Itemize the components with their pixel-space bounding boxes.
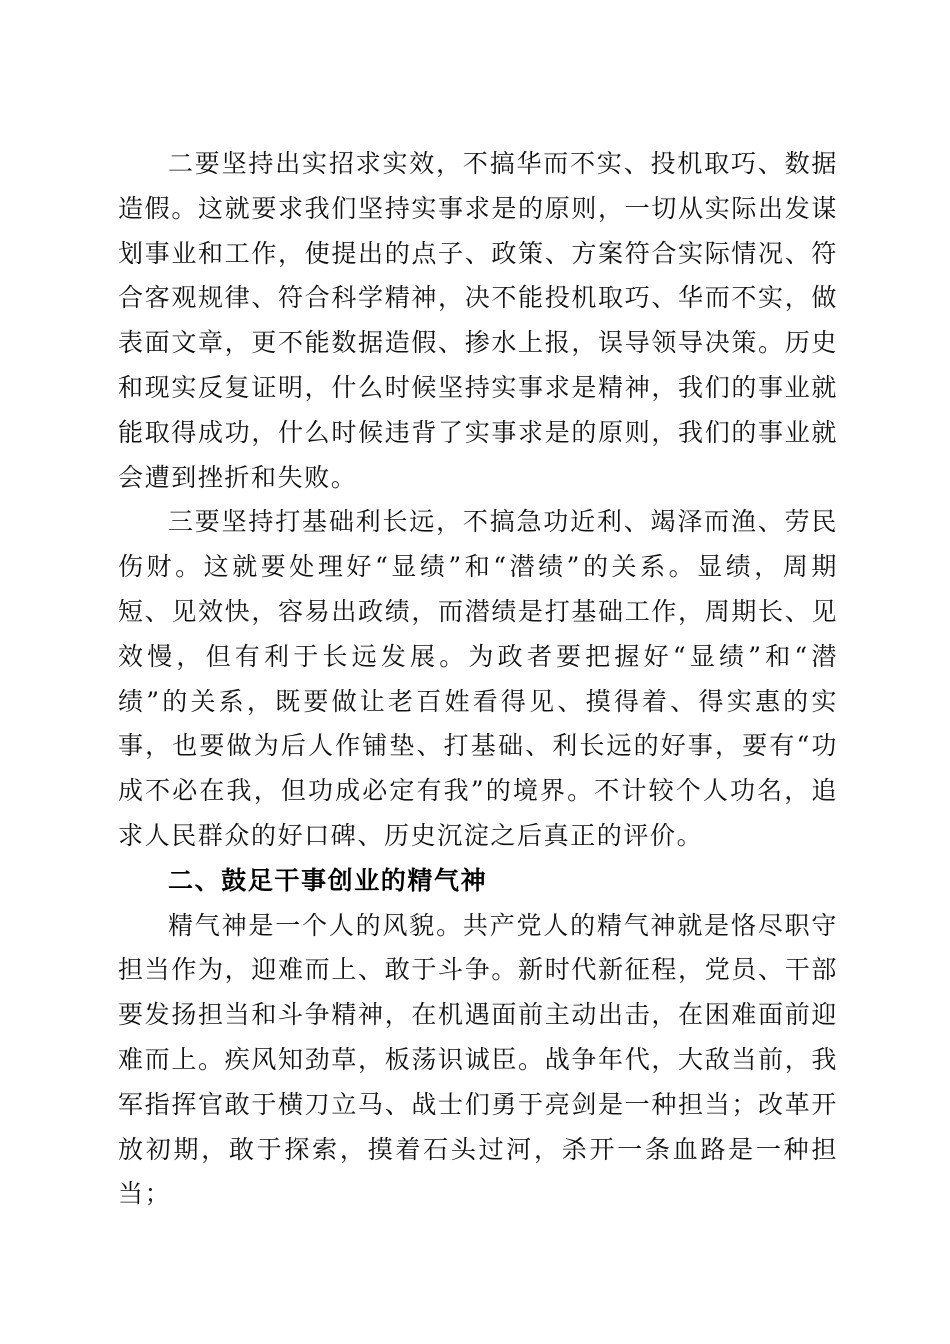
document-body bbox=[118, 142, 838, 1217]
paragraph-long-term-foundation: 三要坚持打基础利长远，不搞急功近利、竭泽而渔、劳民伤财。这就要处理好“显绩”和“潜绩”的关系。显绩，周期短、见效快，容易出政绩，而潜绩是打基础工作，周期长、见效慢，但有利于长远发展。为政者要把握好“显绩”和“潜绩”的关系，既要做让老百姓看得见、摸得着、得实惠的实事，也要做为后人作铺垫、打基础、利长远的好事，要有“功成不必在我，但功成必定有我”的境界。不计较个人功名，追求人民群众的好口碑、历史沉淀之后真正的评价。 bbox=[118, 507, 838, 850]
section-heading: 二、鼓足干事创业的精气神 bbox=[168, 865, 488, 895]
paragraph-spirit: 精气神是一个人的风貌。共产党人的精气神就是恪尽职守担当作为，迎难而上、敢于斗争。新时代新征程，党员、干部要发扬担当和斗争精神，在机遇面前主动出击，在困难面前迎难而上。疾风知劲草，板荡识诚臣。战争年代，大敌当前，我军指挥官敢于横刀立马、战士们勇于亮剑是一种担当；改革开放初期，敢于探索，摸着石头过河，杀开一条血路是一种担当； bbox=[118, 910, 838, 1209]
paragraph-adhere-practical-measures: 二要坚持出实招求实效，不搞华而不实、投机取巧、数据造假。这就要求我们坚持实事求是的原则，一切从实际出发谋划事业和工作，使提出的点子、政策、方案符合实际情况、符合客观规律、符合科学精神，决不能投机取巧、华而不实，做表面文章，更不能数据造假、掺水上报，误导领导决策。历史和现实反复证明，什么时候坚持实事求是精神，我们的事业就能取得成功，什么时候违背了实事求是的原则，我们的事业就会遭到挫折和失败。 bbox=[118, 149, 838, 492]
